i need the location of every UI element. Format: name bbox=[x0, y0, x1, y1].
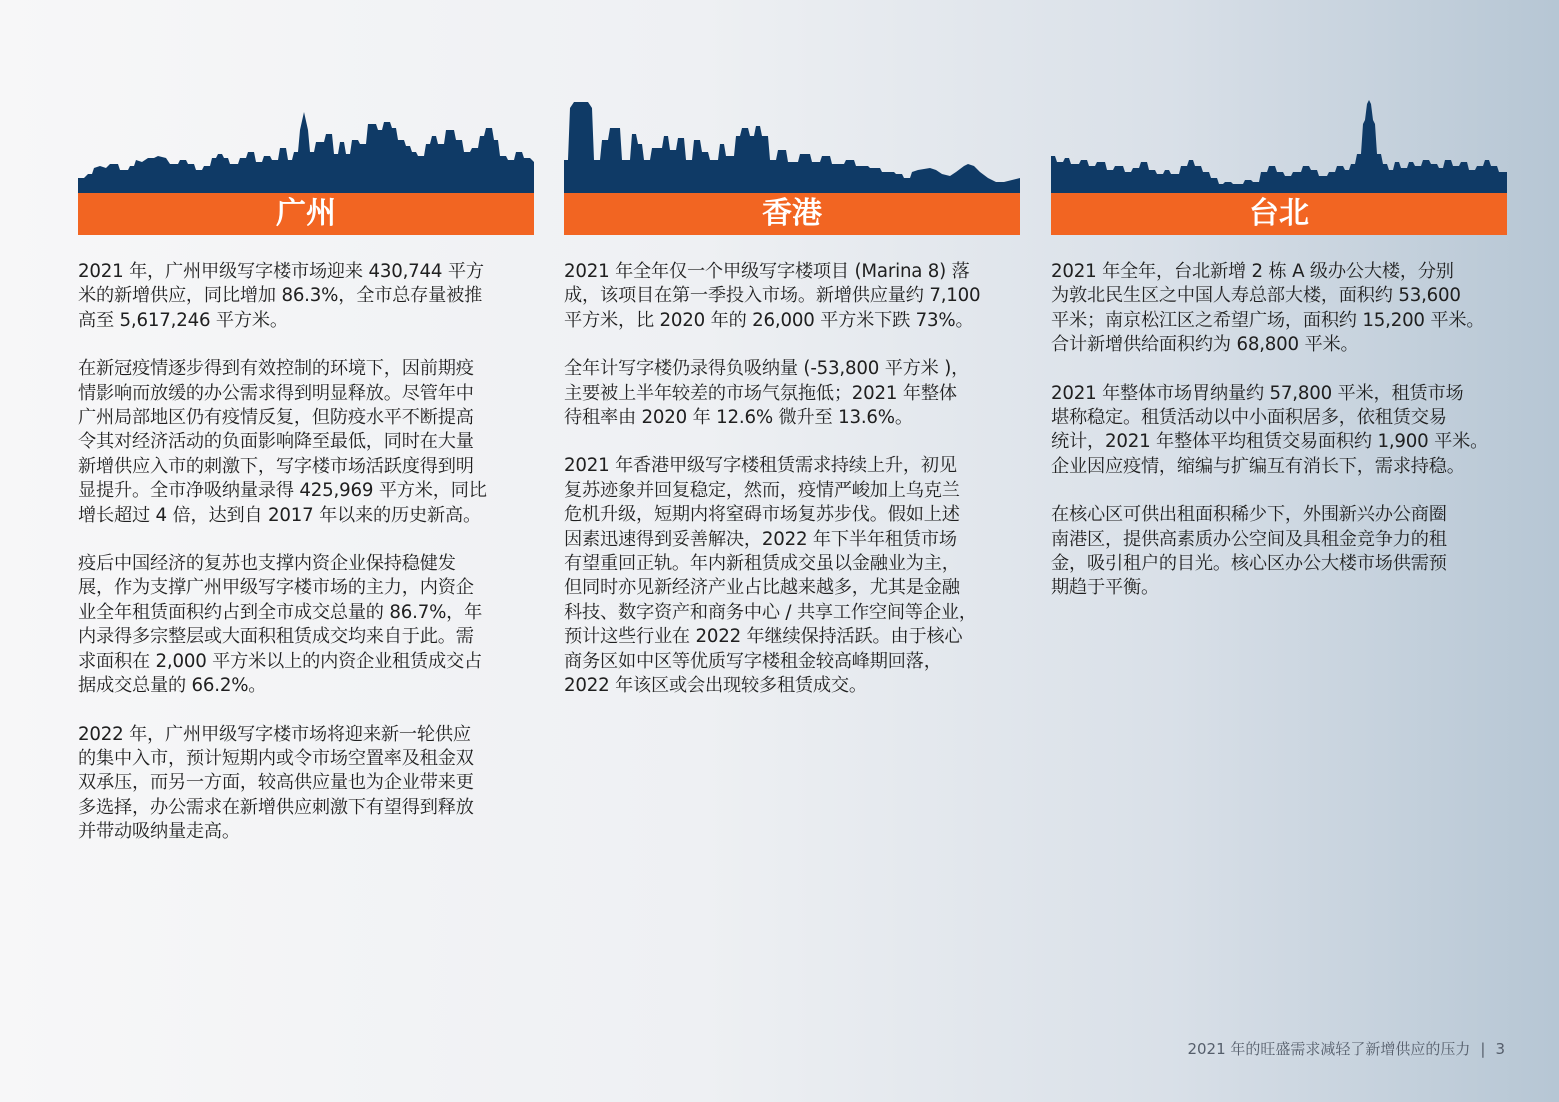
guangzhou-body-text bbox=[78, 260, 534, 845]
footer-separator: | bbox=[1480, 1039, 1486, 1058]
paragraph: 疫后中国经济的复苏也支撑内资企业保持稳健发 展，作为支撑广州甲级写字楼市场的主力，内资企 业全年租赁面积约占到全市成交总量的 86.7%，年 内录得多宗整层或大面积租赁成交均来自于此。需 求面积在 2,000 平方米以上的内资企业租赁成交占 据成交总量的 66.2%。 bbox=[78, 553, 483, 697]
paragraph: 2021 年全年仅一个甲级写字楼项目 (Marina 8) 落 成，该项目在第一季投入市场。新增供应量约 7,100 平方米，比 2020 年的 26,000 平方米下跌 73%。 bbox=[564, 261, 981, 331]
column-guangzhou bbox=[78, 100, 534, 869]
paragraph: 2022 年，广州甲级写字楼市场将迎来新一轮供应 的集中入市，预计短期内或令市场空置率及租金双 双承压，而另一方面，较高供应量也为企业带来更 多选择，办公需求在新增供应刺激下有望得到释放 并带动吸纳量走高。 bbox=[78, 723, 474, 843]
page-footer bbox=[1187, 1038, 1505, 1059]
city-banner-taipei: 台北 bbox=[1051, 193, 1507, 235]
city-banner-guangzhou: 广州 bbox=[78, 193, 534, 235]
paragraph: 全年计写字楼仍录得负吸纳量 (-53,800 平方米 )， 主要被上半年较差的市场气氛拖低；2021 年整体 待租率由 2020 年 12.6% 微升至 13.6%。 bbox=[564, 358, 970, 429]
column-taipei bbox=[1051, 100, 1507, 625]
paragraph: 在新冠疫情逐步得到有效控制的环境下，因前期疫 情影响而放缓的办公需求得到明显释放。尽管年中 广州局部地区仍有疫情反复，但防疫水平不断提高 令其对经济活动的负面影响降至最低，同时在大量 新增供应入市的刺激下，写字楼市场活跃度得到明 显提升。全市净吸纳量录得 425,969 平方米，同比 增长超过 4 倍，达到自 2017 年以来的历史新高。 bbox=[78, 358, 487, 526]
paragraph: 2021 年香港甲级写字楼租赁需求持续上升，初见 复苏迹象并回复稳定，然而，疫情严峻加上乌克兰 危机升级，短期内将窒碍市场复苏步伐。假如上述 因素迅速得到妥善解决，2022 年下半年租赁市场 有望重回正轨。年内新租赁成交虽以金融业为主， 但同时亦见新经济产业占比越来越多，尤其是金融 科技、数字资产和商务中心 / 共享工作空间等企业， 预计这些行业在 2022 年继续保持活跃。由于核心 商务区如中区等优质写字楼租金较高峰期回落， 2022 年该区或会出现较多租赁成交。 bbox=[564, 455, 977, 697]
taipei-body-text bbox=[1051, 260, 1507, 601]
hong-kong-body-text bbox=[564, 260, 1020, 699]
paragraph: 2021 年全年，台北新增 2 栋 A 级办公大楼，分别 为敦北民生区之中国人寿总部大楼，面积约 53,600 平米；南京松江区之希望广场，面积约 15,200 平米。 合计新增供给面积约为 68,800 平米。 bbox=[1051, 261, 1485, 356]
page-number: 3 bbox=[1495, 1039, 1505, 1058]
guangzhou-skyline-illustration bbox=[78, 100, 534, 193]
paragraph: 2021 年整体市场胃纳量约 57,800 平米，租赁市场 堪称稳定。租赁活动以中小面积居多，依租赁交易 统计，2021 年整体平均租赁交易面积约 1,900 平米。 企业因应疫情，缩编与扩编互有消长下，需求持稳。 bbox=[1051, 382, 1489, 477]
paragraph: 2021 年，广州甲级写字楼市场迎来 430,744 平方 米的新增供应，同比增加 86.3%，全市总存量被推 高至 5,617,246 平方米。 bbox=[78, 261, 484, 331]
hong-kong-skyline-illustration bbox=[564, 100, 1020, 193]
taipei-skyline-illustration bbox=[1051, 100, 1507, 193]
city-banner-hong-kong: 香港 bbox=[564, 193, 1020, 235]
footer-title: 2021 年的旺盛需求减轻了新增供应的压力 bbox=[1187, 1040, 1471, 1058]
column-hong-kong bbox=[564, 100, 1020, 723]
paragraph: 在核心区可供出租面积稀少下，外围新兴办公商圈 南港区，提供高素质办公空间及具租金竞争力的租 金，吸引租户的目光。核心区办公大楼市场供需预 期趋于平衡。 bbox=[1051, 504, 1447, 599]
